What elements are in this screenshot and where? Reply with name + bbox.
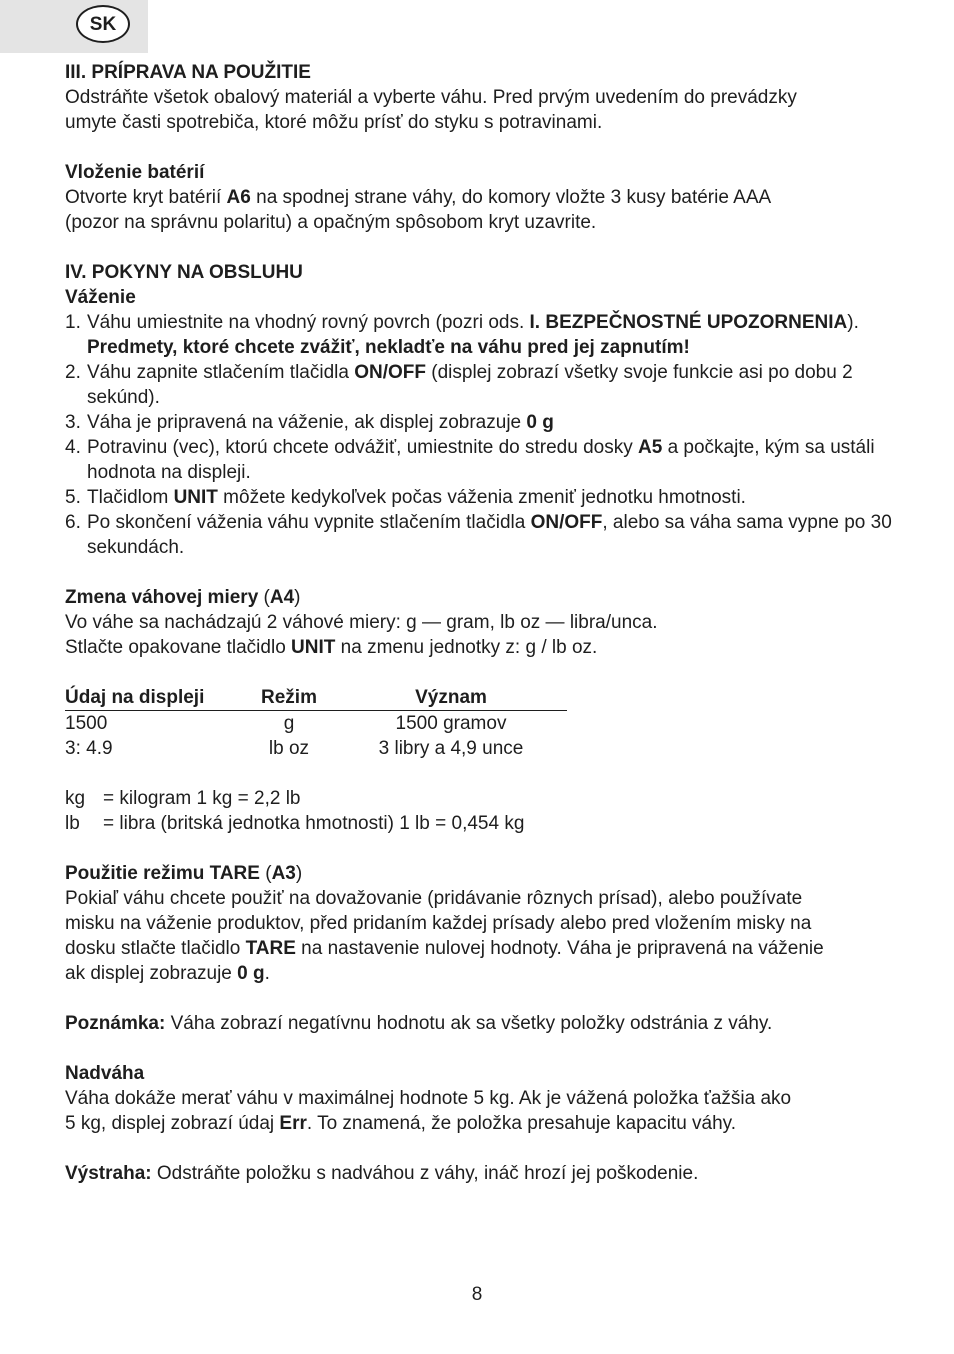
subheading-overload: Nadváha <box>65 1063 145 1084</box>
paragraph-line: Otvorte kryt batérií A6 na spodnej strane váhy, do komory vložte 3 kusy batérie AAA <box>65 187 772 208</box>
section-heading-preparation: III. PRÍPRAVA NA POUŽITIE <box>65 62 311 83</box>
paragraph-line: ak displej zobrazuje 0 g. <box>65 963 270 984</box>
list-item: 4. Potravinu (vec), ktorú chcete odvážiť, umiestnite do stredu dosky A5 a počkajte, kým sa ustáli hodnota na displeji. <box>65 437 875 483</box>
abbreviation-row: kg = kilogram 1 kg = 2,2 lb <box>65 788 301 809</box>
list-item: 2. Váhu zapnite stlačením tlačidla ON/OFF (displej zobrazí všetky svoje funkcie asi po dobu 2 sekúnd). <box>65 362 853 408</box>
table-cell: 3: 4.9 <box>65 738 113 759</box>
subheading-tare: Použitie režimu TARE (A3) <box>65 863 303 884</box>
table-cell: lb oz <box>268 738 310 759</box>
table-cell: g <box>283 713 295 734</box>
paragraph-line: Váha dokáže merať váhu v maximálnej hodnote 5 kg. Ak je vážená položka ťažšia ako <box>65 1088 792 1109</box>
table-header-cell: Režim <box>243 685 335 711</box>
page-number: 8 <box>471 1284 483 1305</box>
paragraph-line: Pokiaľ váhu chcete použiť na dovažovanie (pridávanie rôznych prísad), alebo používate <box>65 888 803 909</box>
section-heading-operation: IV. POKYNY NA OBSLUHU <box>65 262 303 283</box>
list-item: 5. Tlačidlom UNIT môžete kedykoľvek počas váženia zmeniť jednotku hmotnosti. <box>65 487 746 508</box>
paragraph-line: Odstráňte všetok obalový materiál a vyberte váhu. Pred prvým uvedením do prevádzky <box>65 87 797 108</box>
paragraph-line: misku na váženie produktov, před pridaním každej prísady alebo pred vložením misky na <box>65 913 812 934</box>
table-row <box>65 736 567 761</box>
subheading-weighing: Váženie <box>65 287 136 308</box>
list-item: 3. Váha je pripravená na váženie, ak displej zobrazuje 0 g <box>65 412 554 433</box>
subheading-battery: Vloženie batérií <box>65 162 205 183</box>
table-cell: 3 libry a 4,9 unce <box>378 738 524 759</box>
paragraph-line: Vo váhe sa nachádzajú 2 váhové miery: g — gram, lb oz — libra/unca. <box>65 612 658 633</box>
language-badge: SK <box>76 5 130 43</box>
manual-page-content <box>65 60 895 1186</box>
note-paragraph: Poznámka: Váha zobrazí negatívnu hodnotu ak sa všetky položky odstránia z váhy. <box>65 1013 773 1034</box>
weighing-steps-list <box>65 310 895 560</box>
paragraph-line: 5 kg, displej zobrazí údaj Err. To znamená, že položka presahuje kapacitu váhy. <box>65 1113 737 1134</box>
unit-table <box>65 685 567 761</box>
paragraph-line: dosku stlačte tlačidlo TARE na nastavenie nulovej hodnoty. Váha je pripravená na váženie <box>65 938 824 959</box>
list-item: 1. Váhu umiestnite na vhodný rovný povrch (pozri ods. I. BEZPEČNOSTNÉ UPOZORNENIA). Predmety, ktoré chcete zvážiť, nekladťe na váhu pred jej zapnutím! <box>65 312 859 358</box>
table-header-row <box>65 685 567 711</box>
list-item: 6. Po skončení váženia váhu vypnite stlačením tlačidla ON/OFF, alebo sa váha sama vypne po 30 sekundách. <box>65 512 892 558</box>
table-cell: 1500 <box>65 713 108 734</box>
paragraph-line: (pozor na správnu polaritu) a opačným spôsobom kryt uzavrite. <box>65 212 597 233</box>
subheading-unit-change: Zmena váhovej miery (A4) <box>65 587 301 608</box>
language-tab <box>0 0 148 53</box>
table-header-cell: Údaj na displeji <box>65 685 243 711</box>
warning-paragraph: Výstraha: Odstráňte položku s nadváhou z váhy, ináč hrozí jej poškodenie. <box>65 1163 699 1184</box>
table-cell: 1500 gramov <box>395 713 507 734</box>
table-row <box>65 711 567 737</box>
table-header-cell: Význam <box>335 685 567 711</box>
paragraph-line: umyte časti spotrebiča, ktoré môžu prísť do styku s potravinami. <box>65 112 603 133</box>
paragraph-line: Stlačte opakovane tlačidlo UNIT na zmenu jednotky z: g / lb oz. <box>65 637 598 658</box>
abbreviation-row: lb = libra (britská jednotka hmotnosti) 1 lb = 0,454 kg <box>65 813 525 834</box>
